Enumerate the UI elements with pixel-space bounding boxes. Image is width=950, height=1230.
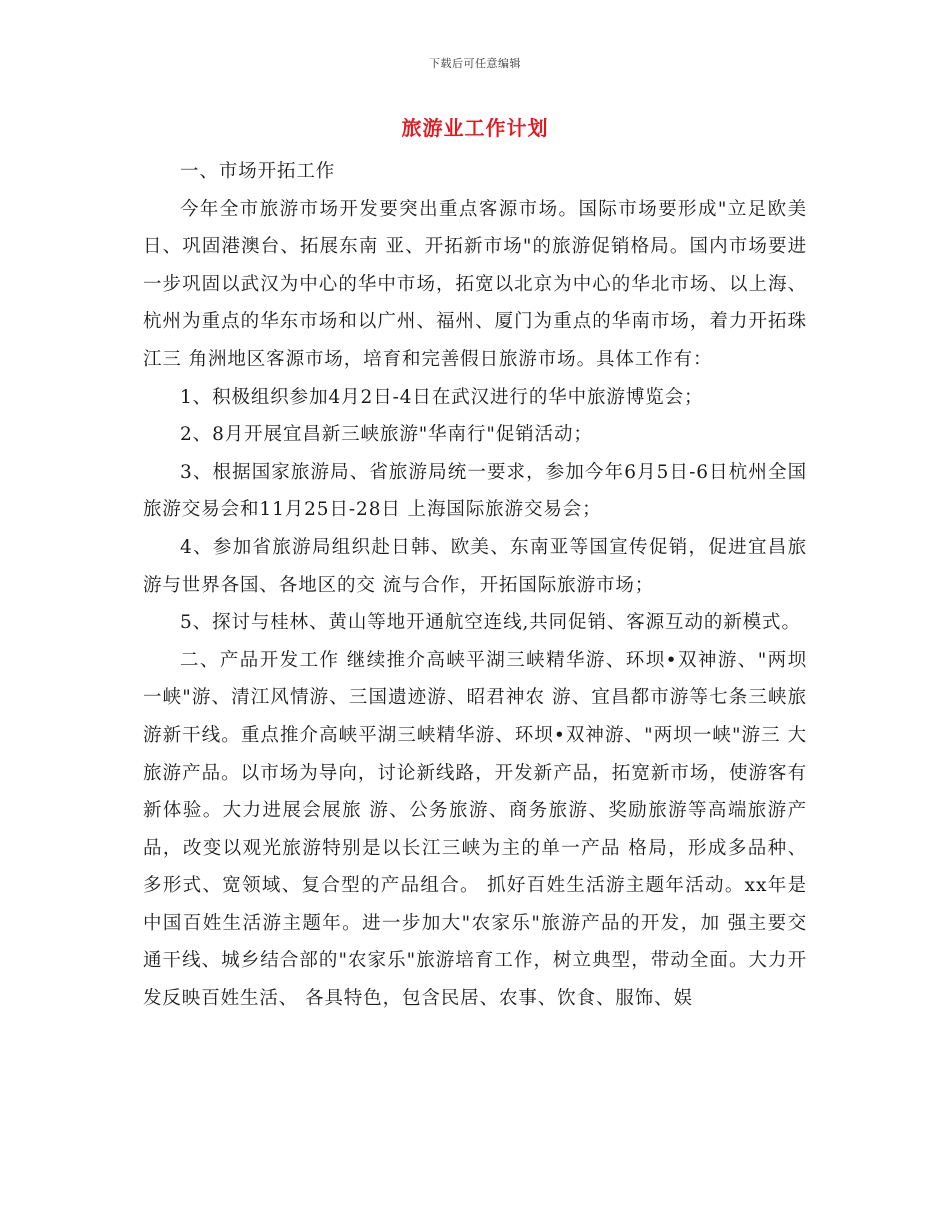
list-item-5: 5、探讨与桂林、黄山等地开通航空连线,共同促销、客源互动的新模式。 <box>180 612 801 634</box>
document-title: 旅游业工作计划 <box>401 116 549 140</box>
paragraph-product-development: 二、产品开发工作 继续推介高峡平湖三峡精华游、环坝•双神游、"两坝一峡"游、清江风情游、三国遗迹游、昭君神农 游、宜昌都市游等七条三峡旅游新干线。重点推介高峡平湖三峡精华游、环坝•双神游、"两坝一峡"游三 大旅游产品。以市场为导向，讨论新线路，开发新产品，拓宽新市场，使游客有新体验。大力进展会展旅 游、公务旅游、商务旅游、奖励旅游等高端旅游产品，改变以观光旅游特别是以长江三峡为主的单一产品 格局，形成多品种、多形式、宽领域、复合型的产品组合。 抓好百姓生活游主题年活动。xx年是中国百姓生活游主题年。进一步加大"农家乐"旅游产品的开发，加 强主要交通干线、城乡结合部的"农家乐"旅游培育工作，树立典型，带动全面。大力开发反映百姓生活、 各具特色，包含民居、农事、饮食、服饰、娱 <box>143 649 807 1010</box>
section-heading-market: 一、市场开拓工作 <box>180 161 336 182</box>
document-body <box>143 153 807 1018</box>
list-item-1: 1、积极组织参加4月2日-4日在武汉进行的华中旅游博览会； <box>180 386 704 408</box>
list-item-2: 2、8月开展宜昌新三峡旅游"华南行"促销活动； <box>180 424 593 446</box>
header-note: 下载后可任意编辑 <box>429 57 521 70</box>
list-item-3: 3、根据国家旅游局、省旅游局统一要求，参加今年6月5日-6日杭州全国旅游交易会和11月25日-28日 上海国际旅游交易会； <box>143 461 807 521</box>
list-item-4: 4、参加省旅游局组织赴日韩、欧美、东南亚等国宣传促销，促进宜昌旅游与世界各国、各地区的交 流与合作，开拓国际旅游市场； <box>143 536 807 596</box>
paragraph-market-overview: 今年全市旅游市场开发要突出重点客源市场。国际市场要形成"立足欧美日、巩固港澳台、拓展东南 亚、开拓新市场"的旅游促销格局。国内市场要进一步巩固以武汉为中心的华中市场，拓宽以北京为中心的华北市场、以上海、杭州为重点的华东市场和以广州、福州、厦门为重点的华南市场，着力开拓珠江三 角洲地区客源市场，培育和完善假日旅游市场。具体工作有： <box>143 198 807 370</box>
